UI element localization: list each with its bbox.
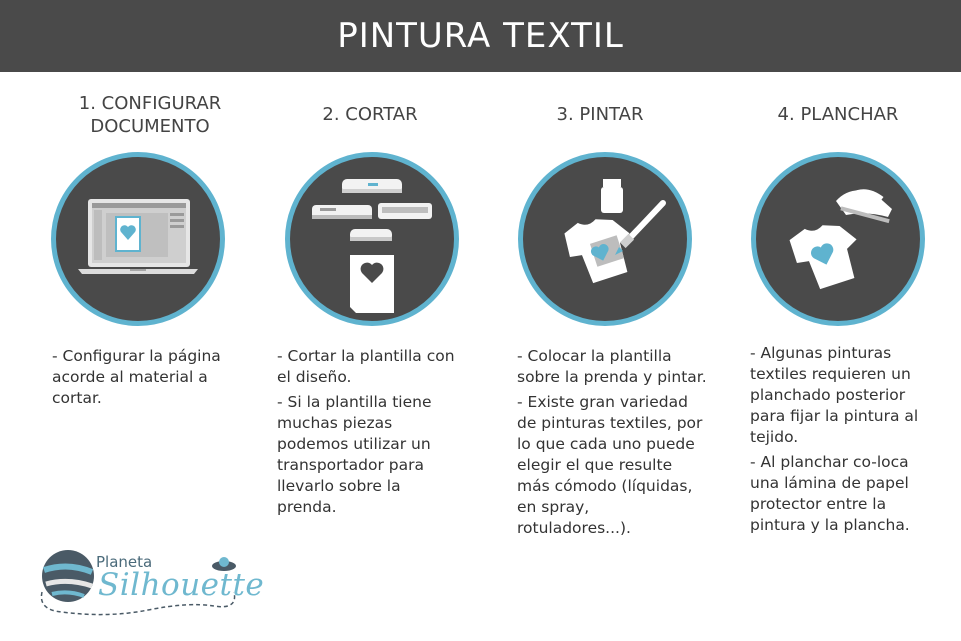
step-2-title xyxy=(260,103,480,126)
step-1-title xyxy=(40,92,260,138)
step-2-title-line-1: 2. CORTAR xyxy=(322,104,418,125)
logo-text-silhouette: Silhouette xyxy=(98,567,265,603)
step-4-desc-item-1: - Algunas pinturas textiles requieren un planchado posterior para fijar la pintura al tejido. xyxy=(750,344,919,446)
step-3-desc-item-2: - Existe gran variedad de pinturas textiles, por lo que cada uno puede elegir el que resulte más cómodo (líquidas, en spray, rotuladores...). xyxy=(517,393,703,537)
step-4-desc-item-2: - Al planchar co-loca una lámina de papel protector entre la pintura y la plancha. xyxy=(750,453,910,534)
step-3-desc-item-1: - Colocar la plantilla sobre la prenda y pintar. xyxy=(517,347,707,386)
page-title: PINTURA TEXTIL xyxy=(337,16,624,56)
step-3-title-line-1: 3. PINTAR xyxy=(556,104,644,125)
step-3-title xyxy=(490,103,710,126)
step-2-description xyxy=(277,346,457,522)
step-2-desc-item-1: - Cortar la plantilla con el diseño. xyxy=(277,347,455,386)
step-1-title-line-2: DOCUMENTO xyxy=(90,116,210,137)
step-4-title-line-1: 4. PLANCHAR xyxy=(777,104,899,125)
iron-tshirt-icon xyxy=(751,152,925,326)
page-header xyxy=(0,0,961,72)
laptop-icon xyxy=(51,152,225,326)
step-3-description xyxy=(517,346,707,543)
step-4-description xyxy=(750,343,920,540)
step-2-desc-item-2: - Si la plantilla tiene muchas piezas podemos utilizar un transportador para llevarlo sobre la prenda. xyxy=(277,393,432,516)
step-4-title xyxy=(728,103,948,126)
cutting-machine-icon xyxy=(285,152,459,326)
step-1-description xyxy=(52,346,252,413)
logo-text-planeta: Planeta xyxy=(96,553,153,571)
step-1-desc-item: - Configurar la página acorde al material a cortar. xyxy=(52,347,221,407)
step-1-title-line-1: 1. CONFIGURAR xyxy=(78,93,222,114)
paint-tshirt-icon xyxy=(518,152,692,326)
